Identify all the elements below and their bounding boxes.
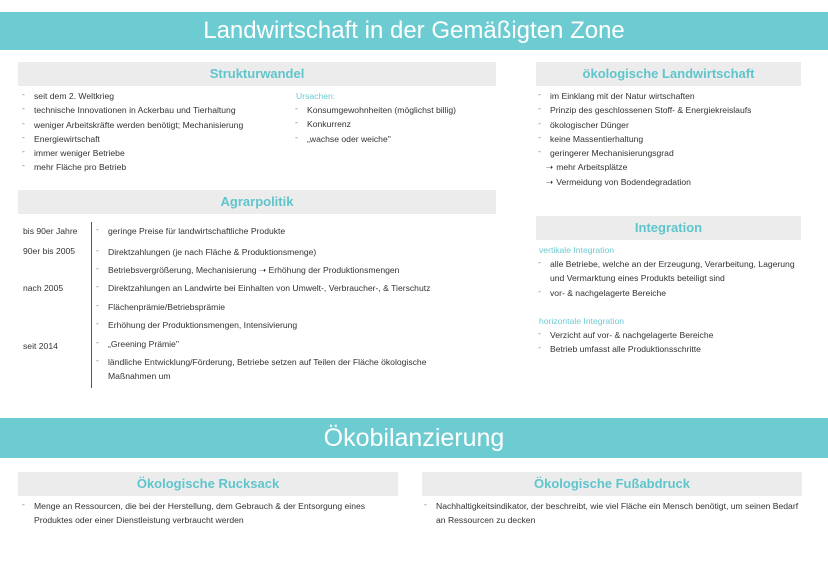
fussabdruck-list xyxy=(422,499,802,528)
integration-heading: Integration xyxy=(536,216,801,240)
list-item: - keine Massentierhaltung xyxy=(536,132,806,146)
causes-list xyxy=(293,103,493,146)
list-item: - Direktzahlungen an Landwirte bei Einhalten von Umwelt-, Verbraucher-, & Tierschutz xyxy=(94,281,494,295)
vertical-integration-label: vertikale Integration xyxy=(539,245,614,255)
list-item: - geringerer Mechanisierungsgrad xyxy=(536,146,806,160)
list-item: - mehr Fläche pro Betrieb xyxy=(20,160,290,174)
list-item: - alle Betriebe, welche an der Erzeugung, Verarbeitung, Lagerung und Vermarktung eines Produkts beteiligt sind xyxy=(536,257,796,286)
arrow-icon: ➝ xyxy=(546,176,554,187)
causes-label: Ursachen: xyxy=(296,91,336,101)
list-item: ➝ mehr Arbeitsplätze xyxy=(546,162,628,173)
oeko-landwirtschaft-list xyxy=(536,89,806,189)
list-item: - weniger Arbeitskräfte werden benötigt; Mechanisierung xyxy=(20,118,290,132)
rucksack-heading: Ökologische Rucksack xyxy=(18,472,398,496)
list-item: - „Greening Prämie" xyxy=(94,337,494,351)
rucksack-list xyxy=(20,499,400,528)
page-title: Landwirtschaft in der Gemäßigten Zone xyxy=(0,12,828,50)
list-item: - im Einklang mit der Natur wirtschaften xyxy=(536,89,806,103)
list-item: - Flächenprämie/Betriebsprämie xyxy=(94,300,494,314)
list-item: - geringe Preise für landwirtschaftliche Produkte xyxy=(94,224,494,238)
list-item: - Nachhaltigkeitsindikator, der beschreibt, wie viel Fläche ein Mensch benötigt, um seinen Bedarf an Ressourcen zu decken xyxy=(422,499,802,528)
period-label: 90er bis 2005 xyxy=(23,246,76,256)
list-item: - ländliche Entwicklung/Förderung, Betriebe setzen auf Teilen der Fläche ökologische Maßnahmen um xyxy=(94,355,464,383)
list-item: - Erhöhung der Produktionsmengen, Intensivierung xyxy=(94,318,494,332)
timeline-divider xyxy=(91,222,92,388)
period-label: nach 2005 xyxy=(23,283,64,293)
strukturwandel-heading: Strukturwandel xyxy=(18,62,496,86)
horizontal-integration-label: horizontale Integration xyxy=(539,316,625,326)
period-label: seit 2014 xyxy=(23,341,58,351)
list-item: - vor- & nachgelagerte Bereiche xyxy=(536,286,796,300)
list-item: - Prinzip des geschlossenen Stoff- & Energiekreislaufs xyxy=(536,103,806,117)
list-item: - technische Innovationen in Ackerbau und Tierhaltung xyxy=(20,103,290,117)
list-item: - Betrieb umfasst alle Produktionsschritte xyxy=(536,342,796,356)
list-item: - „wachse oder weiche" xyxy=(293,132,493,146)
list-item: - immer weniger Betriebe xyxy=(20,146,290,160)
list-item: - Energiewirtschaft xyxy=(20,132,290,146)
list-item: - Direktzahlungen (je nach Fläche & Produktionsmenge) xyxy=(94,245,494,259)
list-item: - Menge an Ressourcen, die bei der Herstellung, dem Gebrauch & der Entsorgung eines Produktes oder einer Dienstleistung verbraucht werden xyxy=(20,499,400,528)
list-item: - Verzicht auf vor- & nachgelagerte Bereiche xyxy=(536,328,796,342)
list-item: - Konsumgewohnheiten (möglichst billig) xyxy=(293,103,493,117)
fussabdruck-heading: Ökologische Fußabdruck xyxy=(422,472,802,496)
section-title: Ökobilanzierung xyxy=(0,418,828,458)
strukturwandel-list xyxy=(20,89,290,175)
horizontal-integration-list xyxy=(536,328,796,357)
list-item: ➝ Vermeidung von Bodendegradation xyxy=(546,176,691,187)
list-item: - Konkurrenz xyxy=(293,117,493,131)
period-label: bis 90er Jahre xyxy=(23,226,78,236)
arrow-icon: ➝ xyxy=(546,162,554,173)
vertical-integration-list xyxy=(536,257,796,300)
list-item: - Betriebsvergrößerung, Mechanisierung ➝ Erhöhung der Produktionsmengen xyxy=(94,263,494,277)
list-item: - ökologischer Dünger xyxy=(536,118,806,132)
list-item: - seit dem 2. Weltkrieg xyxy=(20,89,290,103)
agrarpolitik-heading: Agrarpolitik xyxy=(18,190,496,214)
oeko-landwirtschaft-heading: ökologische Landwirtschaft xyxy=(536,62,801,86)
